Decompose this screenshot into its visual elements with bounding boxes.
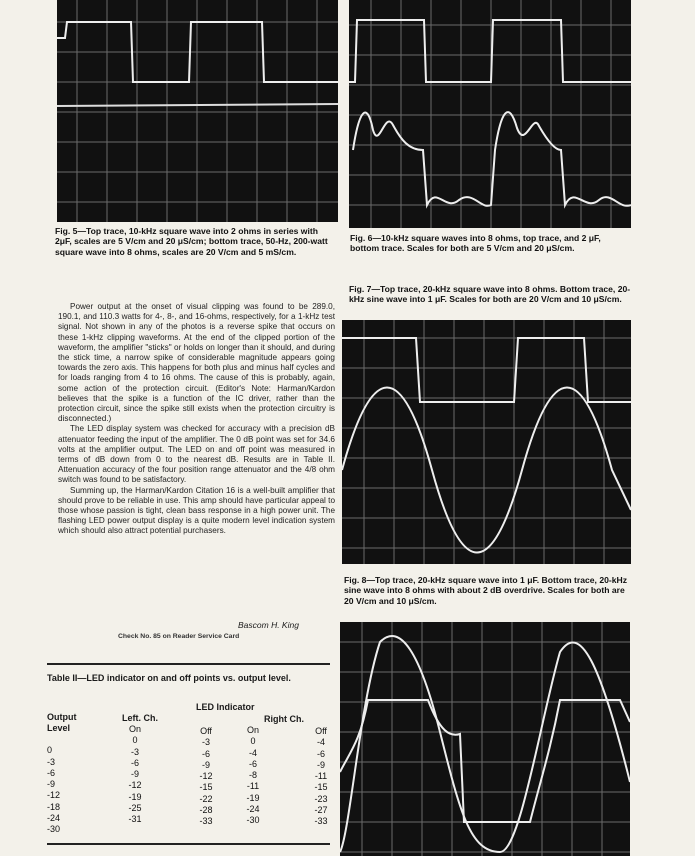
table-cell: 0 <box>47 745 53 756</box>
table-cell: -22 <box>199 793 213 804</box>
table-cell: -31 <box>128 814 142 825</box>
table-off-header: Off <box>315 726 327 736</box>
table-column-left-off <box>186 726 226 828</box>
article-paragraph: The LED display system was checked for accuracy with a precision dB attenuator feeding the input of the amplifier. The 0 dB point was set for 34.6 volts at the amplifier output. The LED on and off point was measured in terms of dB down from 0 to the nearest dB. Results are in Table II. Attenuation accuracy of the four position range attenuator and the 4/8 ohm switch was found to be satisfactory. <box>58 424 335 485</box>
fig7-oscilloscope-photo <box>342 320 631 564</box>
table-cell: -24 <box>47 813 61 824</box>
table-cell: 0 <box>250 736 256 747</box>
table-title: Table II—LED indicator on and off points vs. output level. <box>47 673 291 683</box>
table-group-header: LED Indicator <box>196 702 255 712</box>
table-cell: 0 <box>132 735 138 746</box>
author-signature: Bascom H. King <box>238 620 299 630</box>
table-cell: -3 <box>130 746 139 757</box>
table-cell: -18 <box>47 801 61 812</box>
table-cell: -4 <box>248 747 257 758</box>
table-cell: -8 <box>248 770 257 781</box>
table-off-header: Off <box>200 726 212 736</box>
table-cell: -12 <box>47 790 61 801</box>
table-cell: -28 <box>199 805 213 816</box>
table-cell: -6 <box>316 748 325 759</box>
table-column-output <box>47 734 77 836</box>
fig7-caption: Fig. 7—Top trace, 20-kHz square wave into 8 ohms. Bottom trace, 20-kHz sine wave into 1 μF. Scales for both are 20 V/cm and 10 μS/cm. <box>349 284 631 305</box>
table-cell: -27 <box>314 805 328 816</box>
table-right-channel-header: Right Ch. <box>264 714 304 724</box>
table-cell: -11 <box>246 781 260 792</box>
fig5-oscilloscope-photo <box>57 0 338 222</box>
table-cell: -15 <box>314 782 328 793</box>
table-cell: -25 <box>128 803 142 814</box>
table-level-header: Level <box>47 723 71 733</box>
table-cell: -9 <box>130 769 139 780</box>
table-cell: -11 <box>314 771 328 782</box>
article-paragraph: Summing up, the Harman/Kardon Citation 16 is a well-built amplifier that should prove to be reliable in use. This amp should have particular appeal to those whose passion is tight, clean bass response in a high power unit. The flashing LED power output display is a quite modern level indication system which should also attract potential purchasers. <box>58 485 335 536</box>
table-column-left-on <box>117 724 153 826</box>
table-cell: -9 <box>201 759 210 770</box>
table-bottom-rule <box>47 843 330 845</box>
table-cell: -33 <box>314 816 328 827</box>
table-cell: -23 <box>314 793 328 804</box>
table-cell: -3 <box>201 737 210 748</box>
fig8-oscilloscope-photo <box>340 622 630 856</box>
table-output-header: Output <box>47 712 77 722</box>
table-cell: -9 <box>316 759 325 770</box>
fig5-caption: Fig. 5—Top trace, 10-kHz square wave into 2 ohms in series with 2μF, scales are 5 V/cm and 20 μS/cm; bottom trace, 50-Hz, 200-watt square wave into 8 ohms, scales are 20 V/cm and 5 mS/cm. <box>55 226 328 257</box>
table-cell: -12 <box>199 771 213 782</box>
table-top-rule <box>47 663 330 665</box>
article-paragraph: Power output at the onset of visual clipping was found to be 289.0, 190.1, and 110.3 watts for 4-, 8-, and 16-ohms, respectively, for a 1-kHz test signal. Not shown in any of the photos is a reverse spike that occurs on these 1-kHz clipping waveforms. At the end of the clipped portion of the waveform, the amplifier "sticks" or holds on longer than it should, and during the stick time, a narrow spike of considerable magnitude appears going towards the zero axis. This happens for both plus and minus half cycles and for loads ranging from 4 to 16 ohms. The cause of this is probably, again, some action of the protection circuit. (Editor's Note: Harman/Kardon believes that the spike is a function of the IC driver, rather than the protection circuit, since the spike still exists when the protection circuitry is disconnected.) <box>58 302 335 424</box>
table-cell: -6 <box>47 767 56 778</box>
table-cell: -6 <box>130 757 139 768</box>
table-column-right-off <box>303 726 339 828</box>
table-cell: -24 <box>246 804 260 815</box>
fig6-oscilloscope-photo <box>349 0 631 228</box>
table-on-header: On <box>128 724 141 734</box>
table-cell: -6 <box>248 758 257 769</box>
table-cell: -6 <box>201 748 210 759</box>
table-cell: -19 <box>246 792 260 803</box>
table-on-header: On <box>246 725 259 735</box>
table-cell: -33 <box>199 816 213 827</box>
table-column-right-on <box>235 725 271 827</box>
article-body <box>58 302 335 537</box>
table-cell: -30 <box>246 815 260 826</box>
fig6-caption: Fig. 6—10-kHz square waves into 8 ohms, top trace, and 2 μF, bottom trace. Scales for both are 5 V/cm and 20 μS/cm. <box>350 233 601 254</box>
table-cell: -30 <box>47 824 61 835</box>
reader-service-note: Check No. 85 on Reader Service Card <box>118 633 240 640</box>
table-cell: -3 <box>47 756 56 767</box>
table-cell: -19 <box>128 791 142 802</box>
table-cell: -9 <box>47 779 56 790</box>
table-cell: -15 <box>199 782 213 793</box>
table-cell: -4 <box>316 737 325 748</box>
table-cell: -12 <box>128 780 142 791</box>
table-left-channel-header: Left. Ch. <box>122 713 158 723</box>
fig8-caption: Fig. 8—Top trace, 20-kHz square wave into 1 μF. Bottom trace, 20-kHz sine wave into 8 ohms with about 2 dB overdrive. Scales for both are 20 V/cm and 10 μS/cm. <box>344 575 628 606</box>
